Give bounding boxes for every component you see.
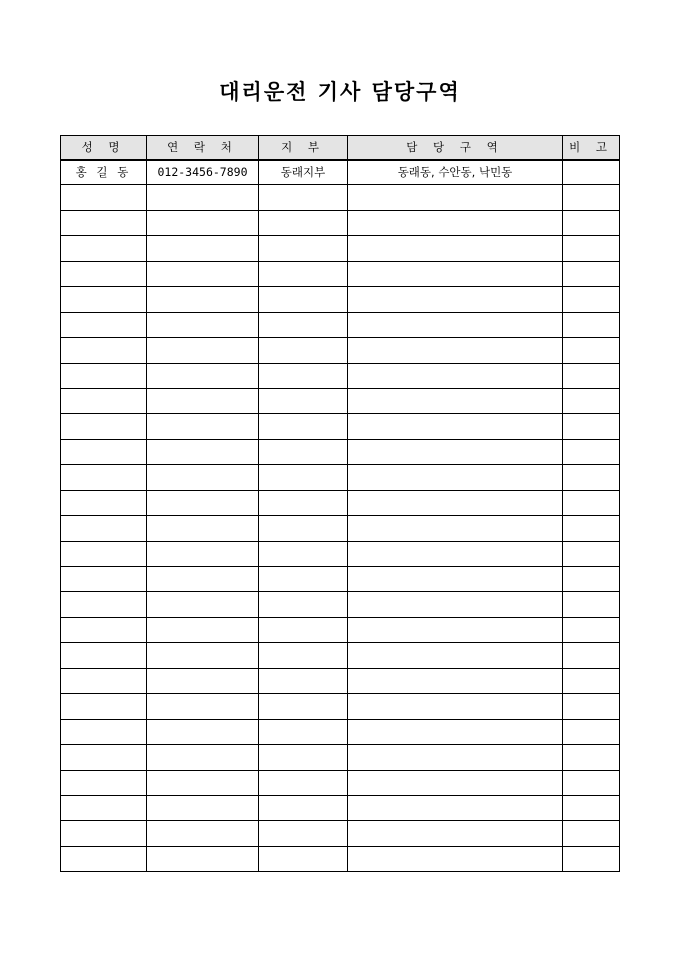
cell-branch — [259, 567, 348, 592]
cell-note — [563, 516, 620, 541]
cell-name — [61, 643, 147, 668]
cell-contact — [147, 643, 259, 668]
cell-note — [563, 388, 620, 413]
cell-contact — [147, 261, 259, 286]
table-row — [61, 617, 620, 642]
cell-contact — [147, 795, 259, 820]
cell-name — [61, 821, 147, 846]
cell-name — [61, 490, 147, 515]
cell-note — [563, 745, 620, 770]
cell-name — [61, 414, 147, 439]
table-row — [61, 592, 620, 617]
cell-note — [563, 795, 620, 820]
table-row — [61, 465, 620, 490]
cell-note — [563, 719, 620, 744]
cell-branch — [259, 490, 348, 515]
cell-note — [563, 160, 620, 185]
cell-contact — [147, 694, 259, 719]
cell-note — [563, 567, 620, 592]
cell-contact — [147, 745, 259, 770]
cell-area — [348, 719, 563, 744]
cell-contact — [147, 516, 259, 541]
cell-name — [61, 846, 147, 871]
cell-note — [563, 490, 620, 515]
cell-area — [348, 388, 563, 413]
cell-name — [61, 236, 147, 261]
cell-name — [61, 210, 147, 235]
cell-name — [61, 770, 147, 795]
cell-area — [348, 668, 563, 693]
cell-branch — [259, 312, 348, 337]
cell-contact — [147, 770, 259, 795]
cell-area — [348, 439, 563, 464]
table-row — [61, 312, 620, 337]
cell-contact — [147, 236, 259, 261]
cell-name — [61, 388, 147, 413]
cell-branch — [259, 770, 348, 795]
cell-note — [563, 668, 620, 693]
cell-area — [348, 185, 563, 210]
table-row — [61, 490, 620, 515]
cell-name — [61, 541, 147, 566]
cell-name — [61, 567, 147, 592]
cell-name — [61, 465, 147, 490]
cell-area — [348, 592, 563, 617]
cell-area — [348, 821, 563, 846]
cell-area — [348, 770, 563, 795]
cell-branch — [259, 592, 348, 617]
table-row — [61, 414, 620, 439]
table-row — [61, 668, 620, 693]
cell-area — [348, 338, 563, 363]
cell-branch — [259, 236, 348, 261]
driver-area-table — [60, 135, 620, 872]
cell-contact — [147, 388, 259, 413]
cell-contact — [147, 541, 259, 566]
header-name: 성 명 — [61, 136, 147, 160]
table-row — [61, 388, 620, 413]
cell-note — [563, 617, 620, 642]
cell-area — [348, 846, 563, 871]
cell-name — [61, 745, 147, 770]
cell-area — [348, 490, 563, 515]
cell-note — [563, 846, 620, 871]
cell-area — [348, 363, 563, 388]
table-row — [61, 643, 620, 668]
cell-branch — [259, 745, 348, 770]
cell-area — [348, 210, 563, 235]
table-row — [61, 236, 620, 261]
cell-branch — [259, 414, 348, 439]
cell-name — [61, 185, 147, 210]
table-row — [61, 567, 620, 592]
table-row — [61, 694, 620, 719]
cell-area — [348, 694, 563, 719]
cell-branch — [259, 261, 348, 286]
cell-name — [61, 516, 147, 541]
cell-contact — [147, 185, 259, 210]
cell-branch — [259, 516, 348, 541]
cell-branch — [259, 338, 348, 363]
cell-contact — [147, 719, 259, 744]
cell-branch — [259, 719, 348, 744]
cell-branch — [259, 541, 348, 566]
cell-branch — [259, 210, 348, 235]
cell-name — [61, 795, 147, 820]
table-row — [61, 210, 620, 235]
header-contact: 연 락 처 — [147, 136, 259, 160]
cell-note — [563, 363, 620, 388]
cell-branch: 동래지부 — [259, 160, 348, 185]
cell-note — [563, 770, 620, 795]
cell-name — [61, 363, 147, 388]
cell-name — [61, 694, 147, 719]
table-row — [61, 541, 620, 566]
cell-note — [563, 261, 620, 286]
cell-note — [563, 338, 620, 363]
table-row — [61, 719, 620, 744]
table-row — [61, 745, 620, 770]
table-row — [61, 795, 620, 820]
cell-branch — [259, 363, 348, 388]
cell-contact — [147, 668, 259, 693]
cell-note — [563, 210, 620, 235]
cell-area: 동래동, 수안동, 낙민동 — [348, 160, 563, 185]
cell-contact — [147, 439, 259, 464]
cell-name — [61, 338, 147, 363]
cell-note — [563, 185, 620, 210]
cell-area — [348, 617, 563, 642]
cell-note — [563, 694, 620, 719]
table-row — [61, 439, 620, 464]
cell-name — [61, 719, 147, 744]
cell-branch — [259, 439, 348, 464]
cell-contact — [147, 210, 259, 235]
table-row — [61, 338, 620, 363]
cell-contact — [147, 414, 259, 439]
cell-contact — [147, 465, 259, 490]
cell-branch — [259, 617, 348, 642]
cell-area — [348, 567, 563, 592]
cell-area — [348, 541, 563, 566]
cell-note — [563, 465, 620, 490]
cell-area — [348, 643, 563, 668]
cell-branch — [259, 821, 348, 846]
table-row — [61, 363, 620, 388]
cell-area — [348, 414, 563, 439]
cell-contact — [147, 617, 259, 642]
cell-branch — [259, 846, 348, 871]
table-row — [61, 287, 620, 312]
cell-contact — [147, 821, 259, 846]
cell-note — [563, 236, 620, 261]
cell-name — [61, 592, 147, 617]
cell-contact — [147, 567, 259, 592]
cell-contact — [147, 846, 259, 871]
cell-name — [61, 287, 147, 312]
cell-area — [348, 516, 563, 541]
cell-note — [563, 541, 620, 566]
cell-contact — [147, 363, 259, 388]
table-header-row — [61, 136, 620, 160]
cell-note — [563, 287, 620, 312]
table-row — [61, 846, 620, 871]
table-row — [61, 516, 620, 541]
cell-name — [61, 617, 147, 642]
cell-branch — [259, 795, 348, 820]
cell-area — [348, 261, 563, 286]
cell-branch — [259, 465, 348, 490]
cell-contact: 012-3456-7890 — [147, 160, 259, 185]
cell-note — [563, 592, 620, 617]
cell-branch — [259, 668, 348, 693]
cell-name — [61, 261, 147, 286]
cell-note — [563, 821, 620, 846]
table-row — [61, 261, 620, 286]
cell-area — [348, 795, 563, 820]
cell-contact — [147, 490, 259, 515]
cell-branch — [259, 694, 348, 719]
table-body — [61, 160, 620, 872]
table-row — [61, 160, 620, 185]
cell-branch — [259, 643, 348, 668]
cell-branch — [259, 388, 348, 413]
header-area: 담 당 구 역 — [348, 136, 563, 160]
cell-branch — [259, 185, 348, 210]
cell-note — [563, 414, 620, 439]
cell-note — [563, 439, 620, 464]
cell-name — [61, 668, 147, 693]
table-row — [61, 185, 620, 210]
table-row — [61, 770, 620, 795]
cell-name: 홍 길 동 — [61, 160, 147, 185]
cell-area — [348, 236, 563, 261]
cell-name — [61, 439, 147, 464]
cell-note — [563, 643, 620, 668]
cell-name — [61, 312, 147, 337]
cell-contact — [147, 312, 259, 337]
cell-area — [348, 312, 563, 337]
cell-contact — [147, 338, 259, 363]
cell-note — [563, 312, 620, 337]
header-branch: 지 부 — [259, 136, 348, 160]
table-row — [61, 821, 620, 846]
cell-branch — [259, 287, 348, 312]
cell-contact — [147, 592, 259, 617]
page-title: 대리운전 기사 담당구역 — [219, 79, 461, 104]
cell-area — [348, 465, 563, 490]
cell-area — [348, 287, 563, 312]
header-note: 비 고 — [563, 136, 620, 160]
cell-contact — [147, 287, 259, 312]
cell-area — [348, 745, 563, 770]
